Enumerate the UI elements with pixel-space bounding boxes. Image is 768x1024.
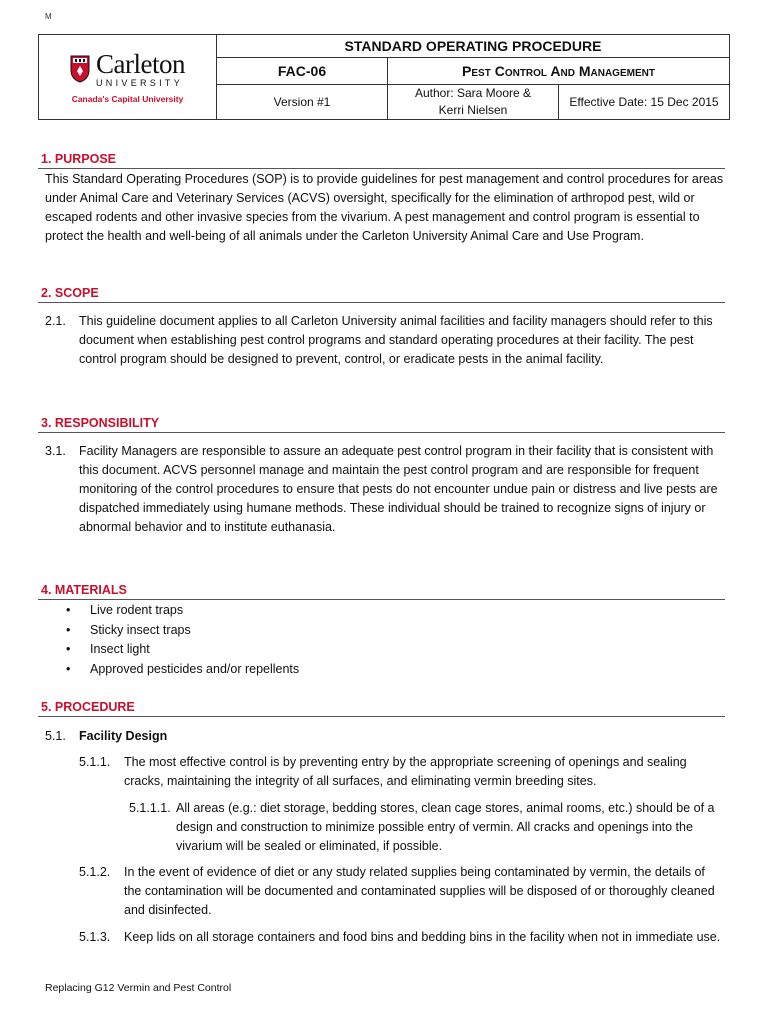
p513-number: 5.1.3. xyxy=(79,930,111,944)
sop-header-table xyxy=(38,34,730,120)
effective-date-cell: Effective Date: 15 Dec 2015 xyxy=(559,85,730,120)
purpose-text: This Standard Operating Procedures (SOP) is to provide guidelines for pest management and control procedures for areas under Animal Care and Veterinary Services (ACVS) oversight, specifically for the elimination of arthropod pest, wild or escaped rodents and other invasive species from the vivarium. A pest management and control program is essential to protect the health and well-being of all animals under the Carleton University Animal Care and Use Program. xyxy=(45,172,724,243)
material-item-text: Sticky insect traps xyxy=(90,622,191,637)
doc-code: FAC-06 xyxy=(217,58,388,85)
logo-tagline: Canada's Capital University xyxy=(71,93,184,104)
carleton-shield-icon xyxy=(70,55,90,83)
p5111-number: 5.1.1.1. xyxy=(129,801,171,815)
list-item: • Insect light xyxy=(66,640,299,660)
p5111-text: All areas (e.g.: diet storage, bedding stores, clean cage stores, animal rooms, etc.) should be of a design and construction to minimize possible entry of vermin. All cracks and openings into the vivarium will be sealed or eliminated, if possible. xyxy=(176,801,715,853)
responsibility-text: Facility Managers are responsible to assure an adequate pest control program in their facility that is consistent with this document. ACVS personnel manage and maintain the pest control program and are responsible for frequent monitoring of the control procedures to ensure that pests do not encounter undue pain or distress and live pests are dispatched immediately using humane methods. These individual should be trained to recognize signs of injury or abnormal behavior and to institute euthanasia. xyxy=(79,444,718,534)
doc-type-title: STANDARD OPERATING PROCEDURE xyxy=(217,35,730,58)
procedure-title-text: Pest Control And Management xyxy=(462,63,655,79)
logo-subtitle: UNIVERSITY xyxy=(96,77,184,88)
scope-item-number: 2.1. xyxy=(45,314,66,328)
p511-text: The most effective control is by preventing entry by the appropriate screening of openings and sealing cracks, maintaining the integrity of all surfaces, and eliminating vermin breeding sites. xyxy=(124,755,687,788)
p513-text: Keep lids on all storage containers and food bins and bedding bins in the facility when not in immediate use. xyxy=(124,930,721,944)
facility-design-heading: Facility Design xyxy=(79,729,168,743)
list-item: • Approved pesticides and/or repellents xyxy=(66,660,299,680)
section-heading-procedure: 5. PROCEDURE xyxy=(38,700,725,717)
author-line-1: Author: Sara Moore & xyxy=(414,86,532,100)
section-heading-purpose: 1. PURPOSE xyxy=(38,152,725,169)
carleton-logo xyxy=(39,38,216,116)
section-heading-responsibility: 3. RESPONSIBILITY xyxy=(38,416,725,433)
page-footer: Replacing G12 Vermin and Pest Control xyxy=(45,982,232,994)
section-heading-materials: 4. MATERIALS xyxy=(38,583,725,600)
material-item-text: Insect light xyxy=(90,642,150,657)
list-item: • Live rodent traps xyxy=(66,601,299,621)
logo-cell xyxy=(39,35,217,120)
p511-number: 5.1.1. xyxy=(79,755,111,769)
logo-wordmark: Carleton xyxy=(96,48,185,79)
material-item-text: Live rodent traps xyxy=(90,603,184,617)
materials-list xyxy=(66,601,299,680)
p512-number: 5.1.2. xyxy=(79,865,111,879)
author-line-2: Kerri Nielsen xyxy=(438,103,508,117)
responsibility-item-number: 3.1. xyxy=(45,444,66,458)
facility-design-number: 5.1. xyxy=(45,729,66,743)
author-cell xyxy=(388,85,559,120)
corner-mark: M xyxy=(45,12,52,21)
material-item-text: Approved pesticides and/or repellents xyxy=(90,662,300,677)
section-heading-scope: 2. SCOPE xyxy=(38,286,725,303)
list-item: • Sticky insect traps xyxy=(66,621,299,641)
version-cell: Version #1 xyxy=(217,85,388,120)
p512-text: In the event of evidence of diet or any study related supplies being contaminated by vermin, the details of the contamination will be documented and contaminated supplies will be disposed of or thoroughly cleaned and disinfected. xyxy=(124,865,715,917)
procedure-title xyxy=(388,58,730,85)
scope-text: This guideline document applies to all Carleton University animal facilities and facility managers should refer to this document when establishing pest control programs and standard operating procedures at their facility. The pest control program should be designed to prevent, control, or eradicate pests in the animal facility. xyxy=(79,314,713,366)
